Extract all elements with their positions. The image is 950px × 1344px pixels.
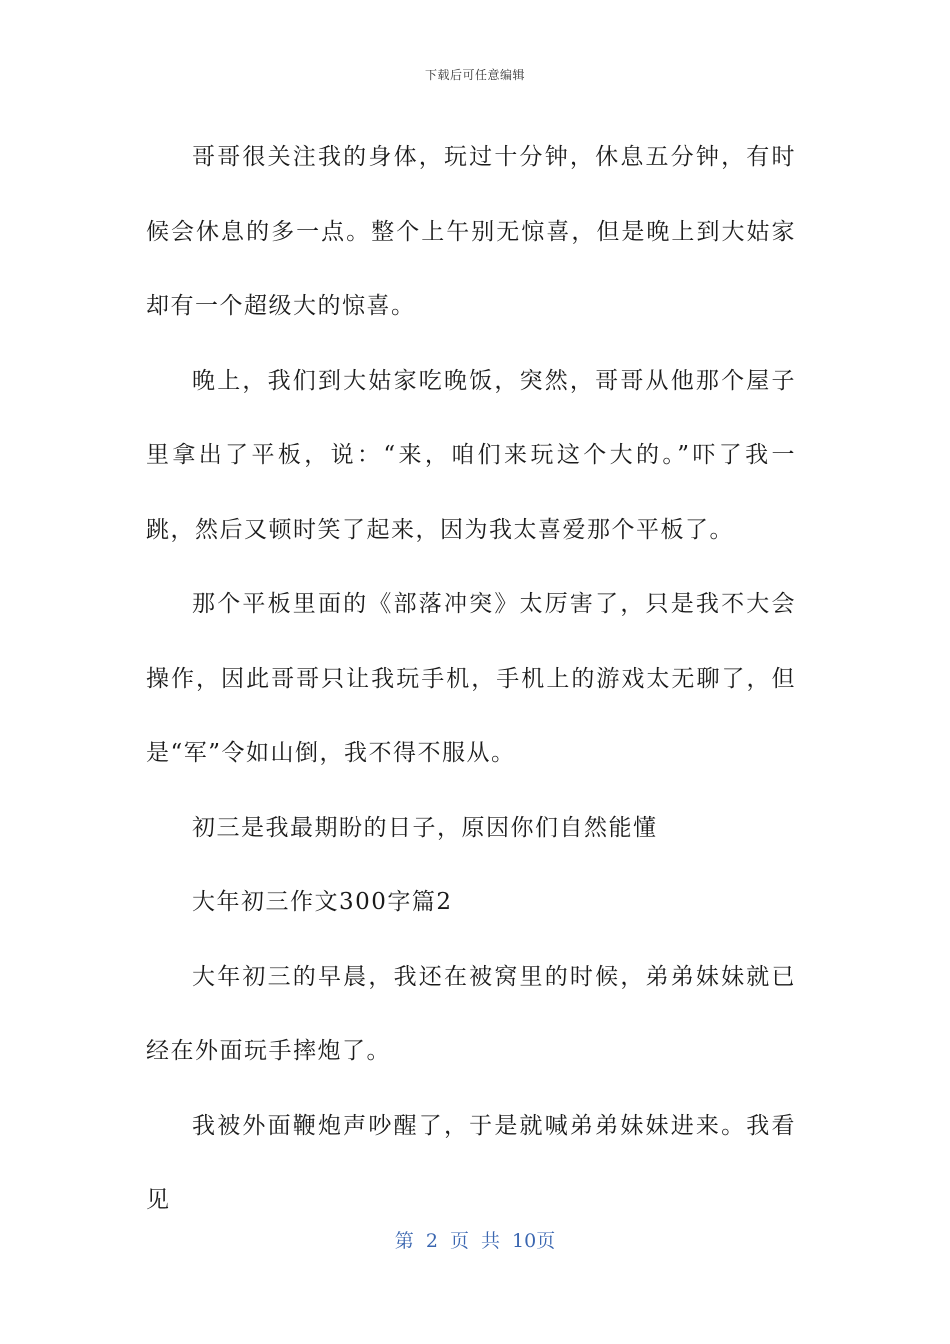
paragraph-1: 哥哥很关注我的身体，玩过十分钟，休息五分钟，有时候会休息的多一点。整个上午别无惊喜，但是晚上到大姑家却有一个超级大的惊喜。: [146, 144, 796, 319]
paragraph-7: 我被外面鞭炮声吵醒了，于是就喊弟弟妹妹进来。我看见: [146, 1112, 796, 1213]
page-header: 下载后可任意编辑: [424, 68, 525, 82]
section-heading: 大年初三作文300字篇2: [192, 889, 453, 915]
paragraph-2: 晚上，我们到大姑家吃晚饭，突然，哥哥从他那个屋子里拿出了平板，说：“来，咱们来玩这个大的。”吓了我一跳，然后又顿时笑了起来，因为我太喜爱那个平板了。: [146, 367, 796, 543]
paragraph-3: 那个平板里面的《部落冲突》太厉害了，只是我不大会操作，因此哥哥只让我玩手机，手机上的游戏太无聊了，但是“军”令如山倒，我不得不服从。: [146, 591, 796, 766]
paragraph-6: 大年初三的早晨，我还在被窝里的时候，弟弟妹妹就已经在外面玩手摔炮了。: [146, 963, 796, 1064]
paragraph-4: 初三是我最期盼的日子，原因你们自然能懂: [192, 814, 658, 841]
document-body: [146, 120, 796, 1238]
page-number-footer: 第 2 页 共 10页: [394, 1230, 556, 1252]
